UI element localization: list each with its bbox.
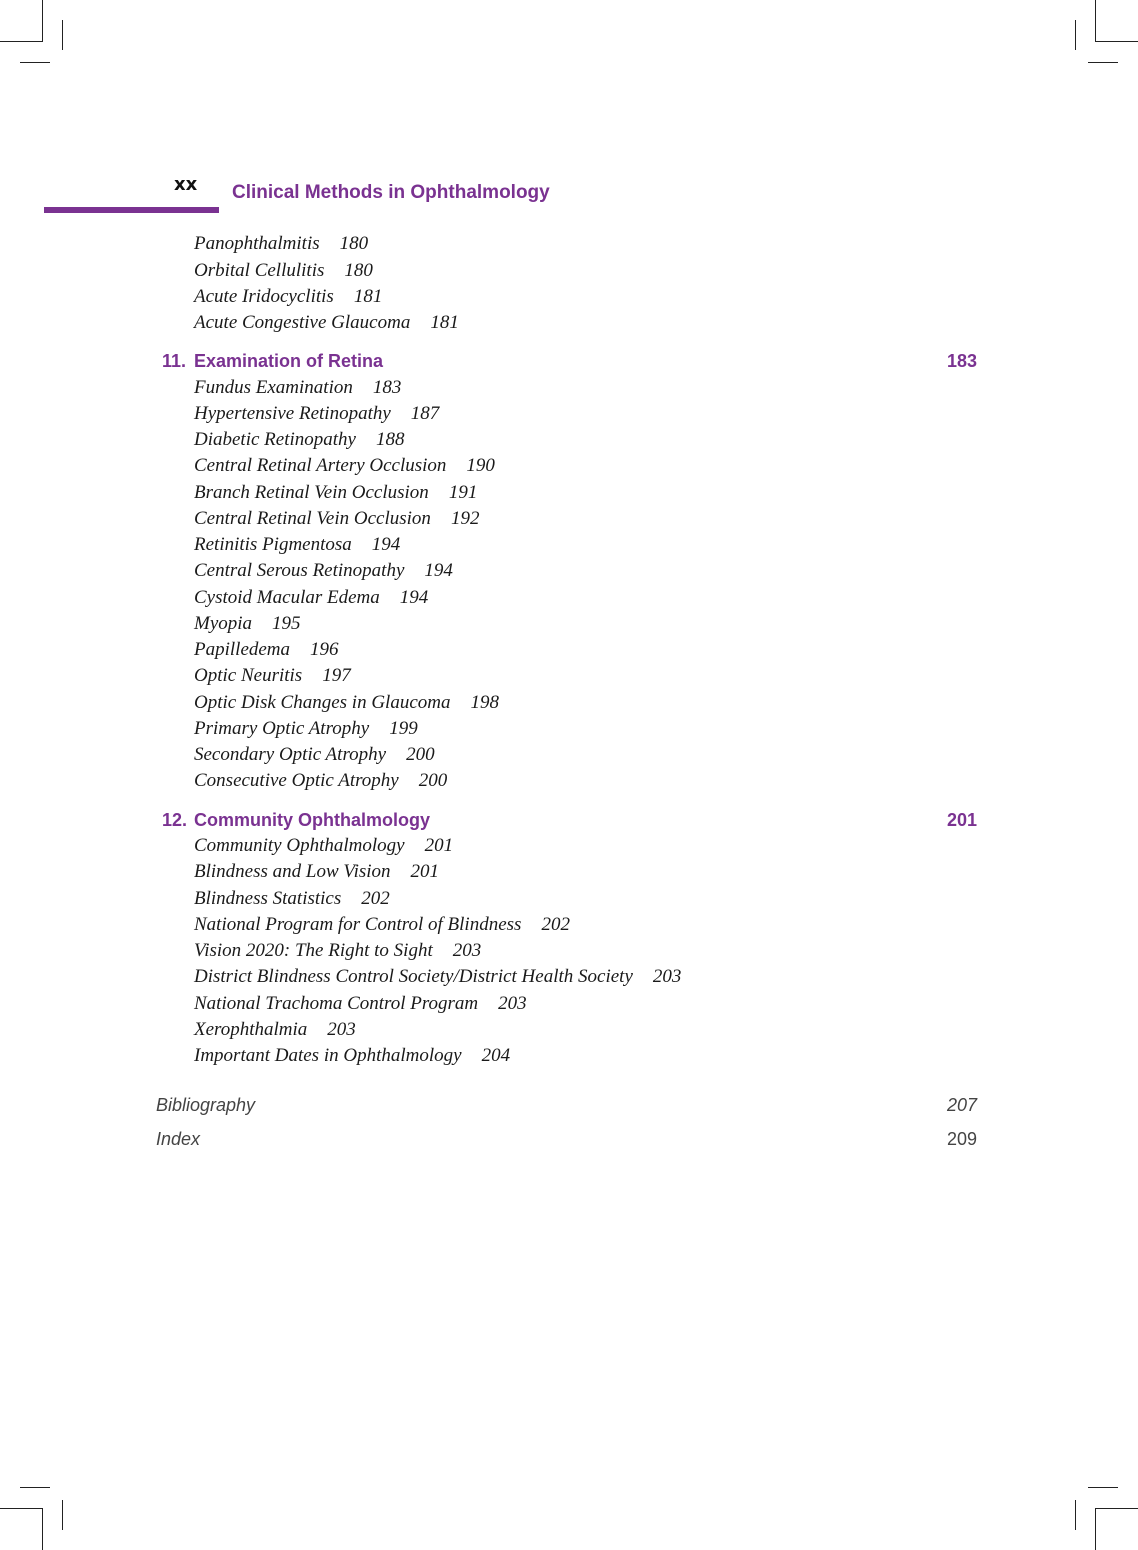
crop-mark bbox=[1075, 1500, 1076, 1530]
toc-entry[interactable]: Xerophthalmia 203 bbox=[194, 1019, 356, 1040]
toc-entry[interactable]: National Trachoma Control Program 203 bbox=[194, 993, 527, 1014]
toc-entry[interactable]: Central Serous Retinopathy 194 bbox=[194, 560, 453, 581]
crop-mark bbox=[1095, 1508, 1096, 1550]
running-header bbox=[0, 170, 1138, 220]
book-title: Clinical Methods in Ophthalmology bbox=[232, 182, 550, 203]
chapter-heading-12[interactable] bbox=[162, 807, 977, 833]
crop-mark bbox=[62, 20, 63, 50]
toc-entry[interactable]: District Blindness Control Society/District Health Society 203 bbox=[194, 966, 682, 987]
toc-entry[interactable]: Acute Congestive Glaucoma 181 bbox=[194, 312, 459, 333]
crop-mark bbox=[0, 1508, 42, 1509]
crop-mark bbox=[1075, 20, 1076, 50]
crop-mark bbox=[1096, 1508, 1138, 1509]
toc-entry[interactable]: Diabetic Retinopathy 188 bbox=[194, 429, 405, 450]
toc-entry[interactable]: Community Ophthalmology 201 bbox=[194, 835, 454, 856]
chapter-page: 201 bbox=[946, 810, 977, 830]
back-matter-page: 207 bbox=[946, 1095, 977, 1115]
toc-entry[interactable]: Central Retinal Vein Occlusion 192 bbox=[194, 508, 480, 529]
back-matter-index[interactable] bbox=[156, 1126, 977, 1152]
chapter-heading-11[interactable] bbox=[162, 348, 977, 374]
toc-entry[interactable]: Acute Iridocyclitis 181 bbox=[194, 286, 383, 307]
back-matter-label: Bibliography bbox=[156, 1095, 256, 1115]
toc-entry[interactable]: Central Retinal Artery Occlusion 190 bbox=[194, 455, 495, 476]
chapter-number: 11. bbox=[162, 351, 187, 371]
toc-entry[interactable]: Vision 2020: The Right to Sight 203 bbox=[194, 940, 482, 961]
toc-entry[interactable]: Fundus Examination 183 bbox=[194, 377, 402, 398]
back-matter-page: 209 bbox=[946, 1129, 977, 1149]
toc-entry[interactable]: Optic Disk Changes in Glaucoma 198 bbox=[194, 692, 499, 713]
crop-mark bbox=[42, 1508, 43, 1550]
crop-mark bbox=[1088, 62, 1118, 63]
toc-entry[interactable]: National Program for Control of Blindness 202 bbox=[194, 914, 570, 935]
toc-entry[interactable]: Branch Retinal Vein Occlusion 191 bbox=[194, 482, 478, 503]
toc-entry[interactable]: Hypertensive Retinopathy 187 bbox=[194, 403, 440, 424]
toc-entry[interactable]: Secondary Optic Atrophy 200 bbox=[194, 744, 435, 765]
crop-mark bbox=[42, 0, 43, 42]
crop-mark bbox=[0, 41, 42, 42]
toc-entry[interactable]: Blindness and Low Vision 201 bbox=[194, 861, 440, 882]
crop-mark bbox=[1088, 1487, 1118, 1488]
back-matter-bibliography[interactable] bbox=[156, 1092, 977, 1118]
chapter-page: 183 bbox=[946, 351, 977, 371]
toc-entry[interactable]: Optic Neuritis 197 bbox=[194, 665, 351, 686]
crop-mark bbox=[62, 1500, 63, 1530]
toc-entry[interactable]: Cystoid Macular Edema 194 bbox=[194, 587, 429, 608]
toc-entry[interactable]: Retinitis Pigmentosa 194 bbox=[194, 534, 401, 555]
crop-mark bbox=[20, 1487, 50, 1488]
toc-entry[interactable]: Myopia 195 bbox=[194, 613, 301, 634]
toc-entry[interactable]: Important Dates in Ophthalmology 204 bbox=[194, 1045, 511, 1066]
crop-mark bbox=[1096, 41, 1138, 42]
toc-entry[interactable]: Primary Optic Atrophy 199 bbox=[194, 718, 418, 739]
toc-entry[interactable]: Consecutive Optic Atrophy 200 bbox=[194, 770, 448, 791]
toc-entry[interactable]: Orbital Cellulitis 180 bbox=[194, 260, 373, 281]
chapter-title: Examination of Retina bbox=[194, 351, 384, 371]
back-matter-label: Index bbox=[156, 1129, 201, 1149]
chapter-number: 12. bbox=[162, 810, 188, 830]
crop-mark bbox=[20, 62, 50, 63]
header-accent-bar bbox=[44, 207, 219, 213]
toc-entry[interactable]: Blindness Statistics 202 bbox=[194, 888, 390, 909]
chapter-title: Community Ophthalmology bbox=[194, 810, 430, 830]
page-number: xx bbox=[174, 174, 198, 195]
crop-mark bbox=[1095, 0, 1096, 42]
toc-entry[interactable]: Papilledema 196 bbox=[194, 639, 339, 660]
toc-entry[interactable]: Panophthalmitis 180 bbox=[194, 233, 369, 254]
